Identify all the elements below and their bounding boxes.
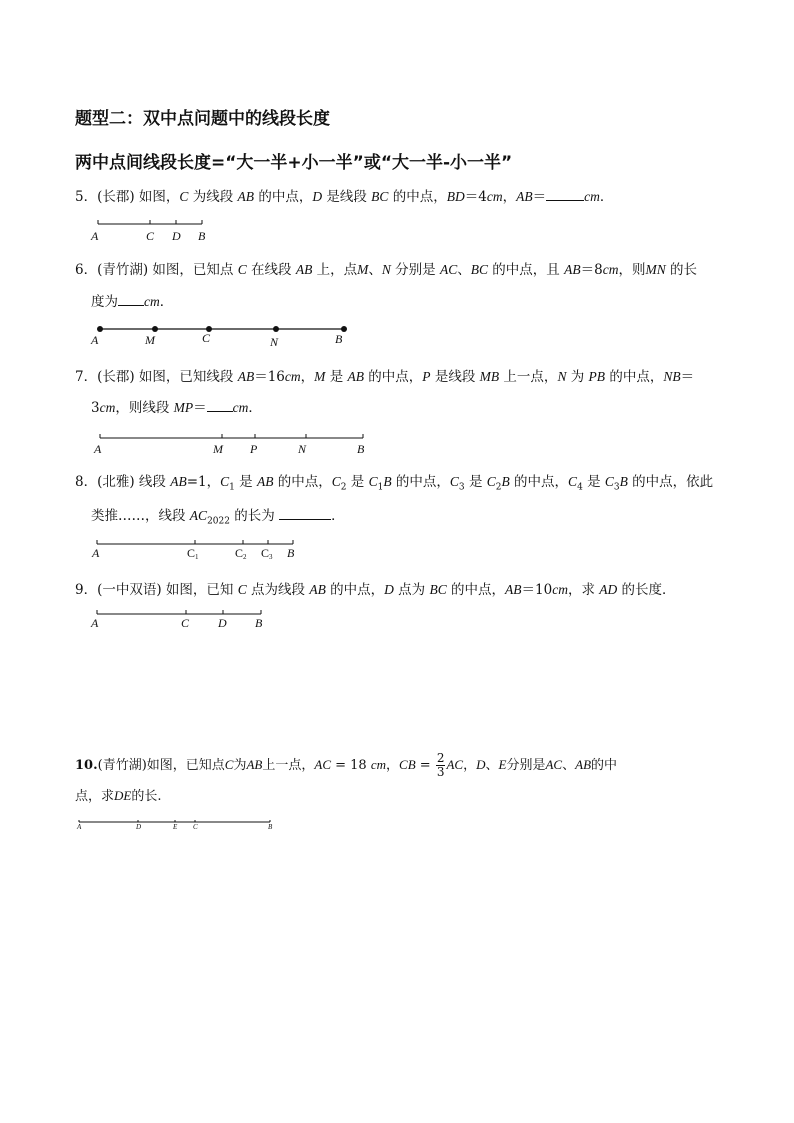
question-7-line-2: 3cm，则线段 MP＝ cm． [91, 397, 262, 418]
label-b: B [198, 229, 206, 243]
point-n [273, 326, 279, 332]
answer-blank-6[interactable] [118, 291, 144, 306]
label-p: P [250, 442, 258, 456]
point-a [97, 326, 103, 332]
question-7-line-1: 7．(长郡) 如图，已知线段 AB＝16cm，M 是 AB 的中点，P 是线段 MB 上一点，N 为 PB 的中点，NB＝ [75, 369, 695, 385]
question-6-line-1: 6．(青竹湖) 如图，已知点 C 在线段 AB 上，点M、N 分别是 AC、BC 的中点，且 AB＝8cm，则MN 的长 [75, 262, 697, 278]
question-9: 9．(一中双语) 如图，已知 C 点为线段 AB 的中点，D 点为 BC 的中点，AB＝10cm，求 AD 的长度． [75, 582, 676, 598]
fraction-two-thirds: $\frac{2}{3}$ [436, 751, 445, 779]
label-a: A [92, 546, 100, 560]
figure-q9 [0, 606, 794, 636]
label-m: M [145, 333, 155, 347]
label-n: N [298, 442, 307, 456]
answer-blank-7[interactable] [207, 397, 233, 412]
label-c3: C3 [261, 546, 273, 561]
figure-q5 [0, 216, 794, 246]
section-title: 题型二：双中点问题中的线段长度 [75, 109, 330, 129]
label-n: N [270, 335, 279, 349]
figure-q6 [0, 320, 794, 350]
answer-blank-5[interactable] [546, 186, 584, 201]
label-b: B [357, 442, 365, 456]
label-b: B [255, 616, 263, 630]
label-c: C [181, 616, 190, 630]
label-b: B [287, 546, 295, 560]
figure-q8 [0, 537, 794, 567]
label-a: A [94, 442, 102, 456]
label-c: C [193, 823, 198, 831]
point-m [152, 326, 158, 332]
label-d: D [172, 229, 181, 243]
label-b: B [268, 823, 273, 831]
rule-heading: 两中点间线段长度=“大一半+小一半”或“大一半-小一半” [75, 153, 513, 173]
label-c: C [202, 331, 211, 345]
label-m: M [213, 442, 223, 456]
label-c: C [146, 229, 155, 243]
label-d: D [136, 823, 142, 831]
question-5: 5．(长郡) 如图，C 为线段 AB 的中点，D 是线段 BC 的中点，BD＝4cm，AB＝ cm． [75, 186, 613, 207]
question-10-line-1: 10.(青竹湖)如图，已知点C为AB上一点，AC = 18 cm，CB = $\frac{2}{3}$ AC，D、E分别是AC、AB的中 [75, 751, 618, 779]
question-6-line-2: 度为 cm． [91, 291, 173, 312]
label-c2: C2 [235, 546, 247, 561]
label-a: A [91, 616, 99, 630]
label-d: D [218, 616, 227, 630]
figure-q10 [0, 815, 794, 835]
label-a: A [91, 333, 99, 347]
figure-q7 [0, 430, 794, 460]
label-a: A [77, 823, 82, 831]
question-8-line-1: 8．(北雅) 线段 AB=1，$C_1$ 是 AB 的中点，$C_2$ 是 $C_1B$ 的中点，$C_3$ 是 $C_2B$ 的中点，$C_4$ 是 $C_3B$ 的中点，依此 [75, 474, 714, 493]
answer-blank-8[interactable] [279, 505, 331, 520]
label-c1: C1 [187, 546, 199, 561]
label-b: B [335, 332, 343, 346]
label-a: A [91, 229, 99, 243]
question-10-line-2: 点，求DE的长. [75, 788, 162, 804]
question-8-line-2: 类推……，线段 $AC_{2022}$ 的长为 ． [91, 505, 345, 532]
label-e: E [173, 823, 178, 831]
